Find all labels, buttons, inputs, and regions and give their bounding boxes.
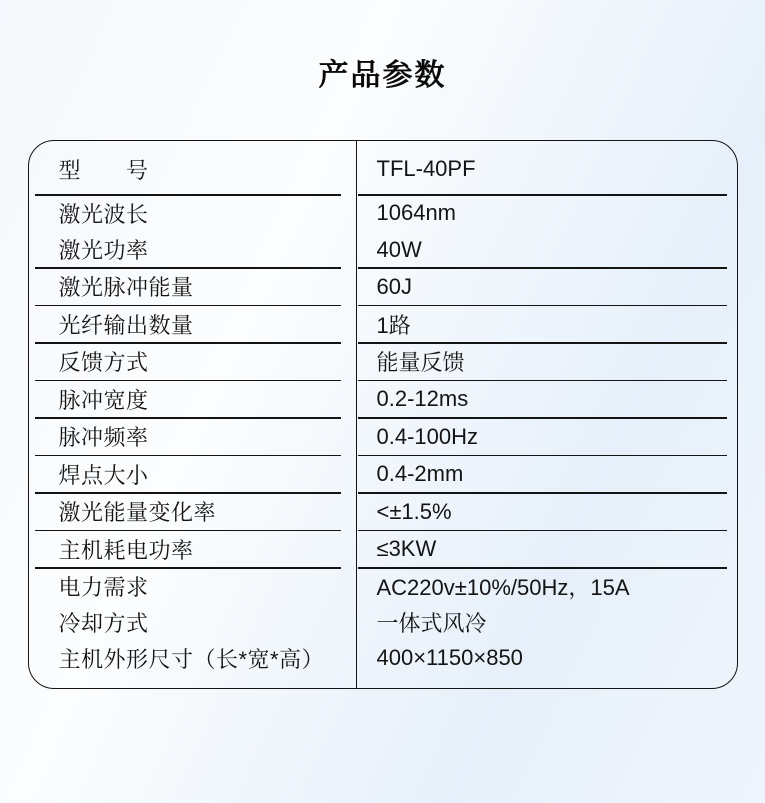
spec-table [28,140,738,689]
spec-label: 反馈方式 [58,350,149,376]
spec-label: 主机外形尺寸（长*宽*高） [58,646,325,672]
spec-value: 60J [376,273,412,299]
table-row [29,604,737,640]
spec-label: 冷却方式 [58,610,149,636]
spec-group-pulse-width [29,381,737,419]
spec-value: 0.2-12ms [376,386,469,412]
table-row [29,381,737,419]
spec-label: 激光能量变化率 [58,500,217,526]
spec-group-spot-size [29,456,737,494]
spec-group-pulse-energy [29,268,737,306]
spec-label: 脉冲频率 [58,425,149,451]
spec-value: 0.4-100Hz [376,423,479,449]
table-row [29,306,737,344]
spec-label: 脉冲宽度 [58,387,149,413]
spec-group-power-cooling-size [29,568,737,688]
spec-group-fiber-output [29,306,737,344]
spec-value: 1064nm [376,200,457,226]
spec-label: 焊点大小 [58,462,149,488]
table-row [29,640,737,676]
table-row [29,568,737,604]
spec-value: 能量反馈 [376,350,465,376]
spec-label: 光纤输出数量 [58,312,194,338]
spec-value: 1路 [376,312,411,338]
table-row [29,418,737,456]
table-row [29,268,737,306]
spec-value: ≤3KW [376,536,437,562]
table-row [29,531,737,569]
table-row [29,493,737,531]
spec-group-laser [29,195,737,268]
spec-label: 激光功率 [58,238,149,264]
spec-value: AC220v±10%/50Hz，15A [376,574,630,600]
table-row [29,343,737,381]
spec-label: 激光脉冲能量 [58,275,194,301]
page-title: 产品参数 [318,59,447,92]
spec-group-pulse-frequency [29,418,737,456]
table-row [29,141,737,195]
spec-value: 40W [376,236,422,262]
table-row [29,456,737,494]
spec-label: 主机耗电功率 [58,537,194,563]
spec-value: 一体式风冷 [376,610,487,636]
spec-group-feedback [29,343,737,381]
spec-label: 电力需求 [58,574,149,600]
spec-value: <±1.5% [376,498,452,524]
table-row [29,232,737,269]
spec-label: 激光波长 [58,201,149,227]
spec-group-energy-variation [29,493,737,531]
table-row [29,195,737,232]
spec-group-power-consumption [29,531,737,569]
spec-value: TFL-40PF [376,156,476,181]
spec-label: 型 号 [58,157,149,183]
spec-group-model [29,141,737,195]
spec-value: 0.4-2mm [376,461,464,487]
spec-value: 400×1150×850 [376,645,523,670]
